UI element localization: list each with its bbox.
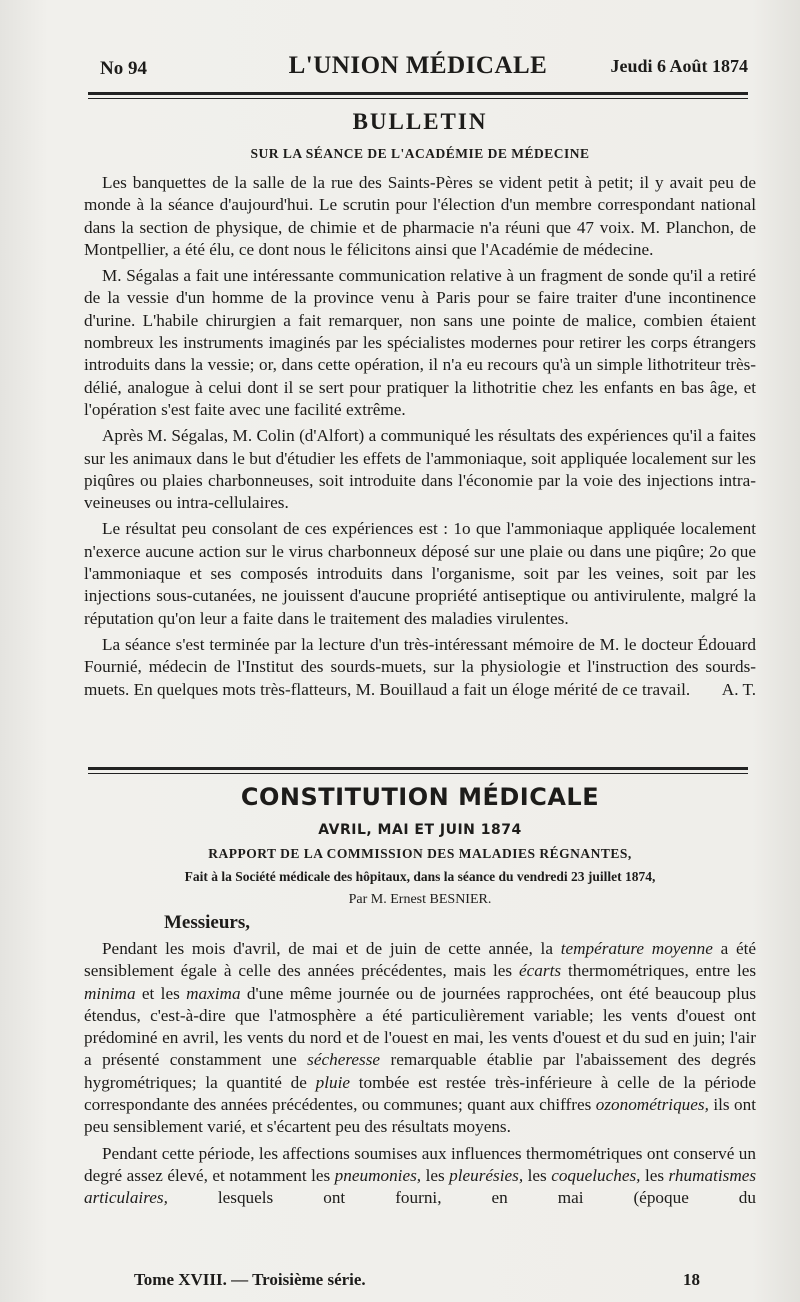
bulletin-paragraph: Le résultat peu consolant de ces expériences est : 1o que l'ammoniaque appliquée localement n'exerce aucune action sur le virus charbonneux déposé sur une plaie ou dans une piqûre; 2o que l'ammoniaque et ses composés introduits dans l'organisme, soit par les veines, soit par les injections sous-cutanées, ne jouissent d'aucune propriété antiseptique ou antivirulente, malgré la réputation qu'on leur a faite dans le traitement des maladies virulentes. [84, 519, 756, 628]
italic-term: rhumatismes articulaires, [84, 1165, 757, 1208]
bulletin-title: BULLETIN [352, 109, 488, 134]
constitution-dates: AVRIL, MAI ET JUIN 1874 [318, 822, 522, 838]
issue-date: Jeudi 6 Août 1874 [610, 56, 748, 76]
italic-term: ozonométriques, [595, 1095, 709, 1115]
bulletin-paragraph: Les banquettes de la salle de la rue des Saints-Pères se vident petit à petit; il y avait peu de monde à la séance d'aujourd'hui. Le scrutin pour l'élection d'un membre correspondant national dans la section de physique, de chimie et de pharmacie n'a réuni que 47 voix. M. Planchon, de Montpellier, a été élu, ce dont nous le félicitons ainsi que l'Académie de médecine. [84, 173, 756, 259]
text-run: tombée est restée très-inférieure à celle de la période correspondante des années précédentes, ou communes; quant aux chiffres [84, 1072, 757, 1115]
text-run: Pendant cette période, les affections soumises aux influences thermométriques ont conservé un degré assez élevé, et notamment les [84, 1143, 756, 1185]
bulletin-signature: A. T. [721, 679, 756, 699]
italic-term: maxima [186, 983, 241, 1003]
italic-term: minima [84, 983, 136, 1003]
bulletin-paragraph: Après M. Ségalas, M. Colin (d'Alfort) a communiqué les résultats des expériences qu'il a faites sur les animaux dans le but d'étudier les effets de l'ammoniaque, soit appliquée localement sur les piqûres ou plaies charbonneuses, soit introduite dans l'économie par la voie des injections intra-veineuses ou intra-cellulaires. [84, 426, 756, 513]
section-rule-thin [88, 773, 748, 774]
text-run: remarquable établie par l'abaissement des degrés hygrométriques; la quantité de [84, 1050, 756, 1092]
text-run: Pendant les mois d'avril, de mai et de juin de cette année, la [102, 939, 553, 958]
author-name: BESNIER. [429, 892, 492, 907]
salutation: Messieurs, [164, 912, 251, 933]
bulletin-section [84, 108, 756, 701]
page-number: 18 [683, 1270, 700, 1289]
text-run: lesquels ont fourni, en mai (époque du [217, 1188, 756, 1208]
italic-term: sécheresse [307, 1050, 381, 1070]
bulletin-closing-text: La séance s'est terminée par la lecture d'un très-intéressant mémoire de M. le docteur Édouard Fournié, médecin de l'Institut des sourds-muets, sur la physiologie et l'instruction des sourds-muets. En quelques mots très-flatteurs, M. Bouillaud a fait un éloge mérité de ce travail. [84, 634, 756, 699]
page-header [88, 52, 748, 86]
report-venue: Fait à la Société médicale des hôpitaux, dans la séance du vendredi 23 juillet 1874, [184, 869, 656, 884]
constitution-title: CONSTITUTION MÉDICALE [240, 783, 600, 811]
author-prefix: Par M. Ernest [348, 892, 427, 907]
text-run: d'une même journée ou de journées rapprochées, ont été beaucoup plus étendus, c'est-à-dire que l'atmosphère a été particulièrement variable; les vents d'ouest ont prédominé en avril, les vents du nord et de l'ouest en mai, les vents d'ouest et du sud en juin; l'air a présenté constamment une [84, 983, 757, 1070]
italic-term: pluie [315, 1072, 350, 1092]
text-run: ils ont peu sensiblement varié, et s'écartent peu des résultats moyens. [84, 1095, 756, 1137]
italic-term: température moyenne [560, 939, 713, 958]
report-author [84, 892, 756, 908]
text-run: les [425, 1165, 445, 1185]
header-rule-thin [88, 98, 748, 99]
header-rule [88, 92, 748, 95]
italic-term: pneumonies, [334, 1165, 422, 1185]
bulletin-paragraph: M. Ségalas a fait une intéressante communication relative à un fragment de sonde qu'il a retiré de la vessie d'un homme de la province venu à Paris pour se faire traiter d'une incontinence d'urine. L'habile chirurgien a fait remarquer, non sans une pointe de malice, combien étaient nombreux les instruments imaginés par les spécialistes modernes pour retirer les corps étrangers introduits dans la vessie; or, dans cette opération, il n'a eu recours qu'à un simple lithotriteur très-délié, analogue à celui dont il se sert pour pratiquer la lithotritie chez les enfants en bas âge, et l'opération s'est faite avec une facilité extrême. [84, 266, 756, 419]
italic-term: pleurésies, [449, 1165, 524, 1185]
text-run: les [644, 1165, 665, 1185]
text-run: thermométriques, entre les [567, 961, 757, 981]
text-run: les [527, 1165, 547, 1185]
constitution-section [84, 782, 756, 1210]
bulletin-subtitle: SUR LA SÉANCE DE L'ACADÉMIE DE MÉDECINE [250, 146, 590, 161]
italic-term: coqueluches, [551, 1165, 641, 1185]
constitution-paragraph [84, 1143, 756, 1210]
section-rule [88, 767, 748, 770]
bulletin-paragraph-last [84, 634, 756, 701]
volume-info: Tome XVIII. — Troisième série. [134, 1270, 366, 1289]
issue-number: No 94 [100, 58, 147, 79]
commission-report-title: RAPPORT DE LA COMMISSION DES MALADIES RÉGNANTES, [208, 846, 632, 861]
page-footer [134, 1270, 700, 1292]
italic-term: écarts [519, 961, 562, 981]
journal-title: L'UNION MÉDICALE [288, 52, 548, 79]
text-run: et les [141, 983, 180, 1003]
constitution-paragraph [84, 938, 756, 1139]
text-run: a été sensiblement égale à celle des années précédentes, mais les [84, 939, 757, 981]
